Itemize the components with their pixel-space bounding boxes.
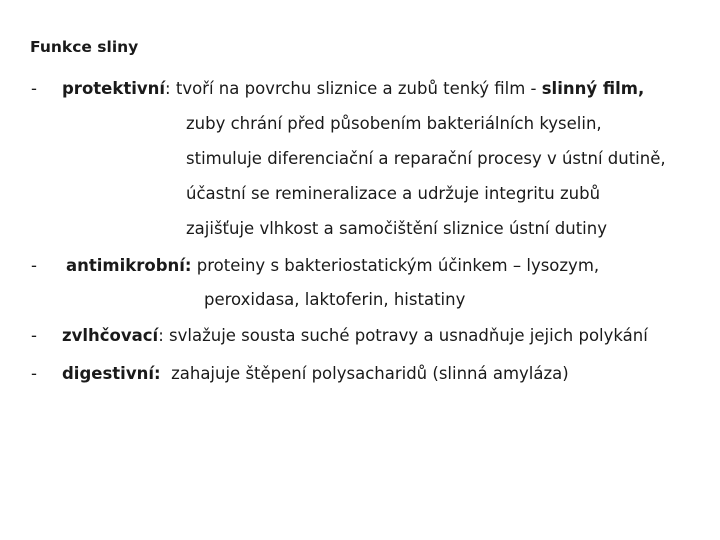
list-bullet-dash: - [31,364,37,383]
list-item-antimikrobni [66,256,599,276]
continuation-line: účastní se remineralizace a udržuje integritu zubů [186,184,601,203]
continuation-line: zuby chrání před působením bakteriálních kyselin, [186,114,602,133]
item-text: svlažuje sousta suché potravy a usnadňuje jejich polykání [163,326,648,345]
item-text: tvoří na povrchu sliznice a zubů tenký film - [170,79,542,98]
item-text: zahajuje štěpení polysacharidů (slinná amyláza) [160,364,569,383]
continuation-line: stimuluje diferenciační a reparační procesy v ústní dutině, [186,149,666,168]
list-item-digestivni [62,364,569,384]
term-antimikrobni: antimikrobní: [66,256,192,275]
continuation-line: zajišťuje vlhkost a samočištění sliznice ústní dutiny [186,219,607,238]
term-digestivni: digestivní: [62,364,161,383]
term-colon: : [158,326,164,345]
term-zvlhcovaci: zvlhčovací [62,326,159,345]
item-text: proteiny s bakteriostatickým účinkem – lysozym, [191,256,600,275]
continuation-line: peroxidasa, laktoferin, histatiny [204,290,466,309]
list-bullet-dash: - [31,79,37,98]
page-title: Funkce sliny [30,38,139,56]
list-bullet-dash: - [31,326,37,345]
list-item-zvlhcovaci [62,326,648,346]
list-item-protektivni [62,79,644,99]
term-protektivni: protektivní [62,79,166,98]
term-colon: : [165,79,171,98]
list-bullet-dash: - [31,256,37,275]
item-bold-tail: slinný film, [541,79,645,98]
